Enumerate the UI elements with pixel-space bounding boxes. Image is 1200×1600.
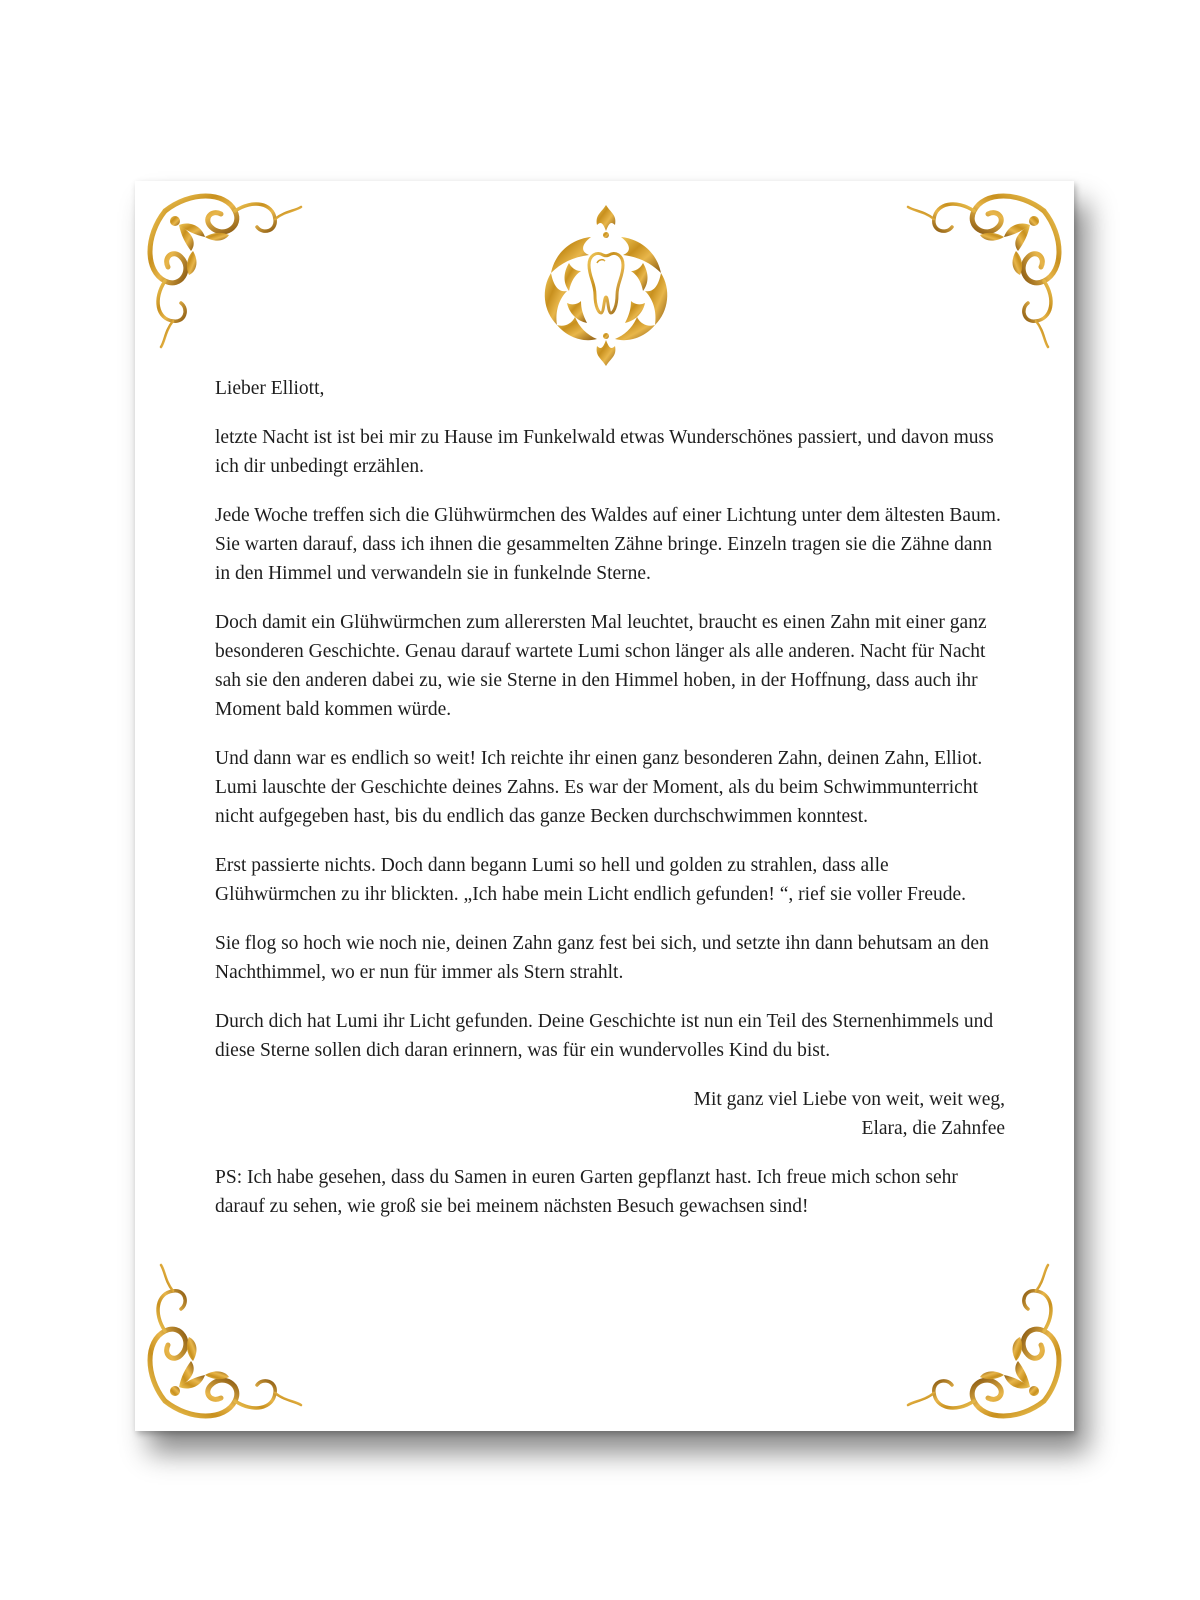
paragraph: Doch damit ein Glühwürmchen zum allerersten Mal leuchtet, braucht es einen Zahn mit einer ganz besonderen Geschichte. Genau darauf wartete Lumi schon länger als alle anderen. Nacht für Nacht sah sie den anderen dabei zu, wie sie Sterne in den Himmel hoben, in der Hoffnung, dass auch ihr Moment bald kommen würde. xyxy=(215,612,987,720)
greeting: Lieber Elliott, xyxy=(215,378,325,399)
postscript: PS: Ich habe gesehen, dass du Samen in euren Garten gepflanzt hast. Ich freue mich schon sehr darauf zu sehen, wie groß sie bei meinem nächsten Besuch gewachsen sind! xyxy=(215,1167,958,1217)
paragraph: letzte Nacht ist ist bei mir zu Hause im Funkelwald etwas Wunderschönes passiert, und davon muss ich dir unbedingt erzählen. xyxy=(215,427,994,477)
signature: Elara, die Zahnfee xyxy=(861,1118,1005,1139)
letter-sheet xyxy=(135,181,1074,1431)
tooth-icon xyxy=(589,253,623,313)
paragraph: Sie flog so hoch wie noch nie, deinen Zahn ganz fest bei sich, und setzte ihn dann behutsam an den Nachthimmel, wo er nun für immer als Stern strahlt. xyxy=(215,933,989,983)
paragraph: Erst passierte nichts. Doch dann begann Lumi so hell und golden zu strahlen, dass alle Glühwürmchen zu ihr blickten. „Ich habe mein Licht endlich gefunden! “, rief sie voller Freude. xyxy=(215,855,967,905)
paragraph: Und dann war es endlich so weit! Ich reichte ihr einen ganz besonderen Zahn, deinen Zahn, Elliot. Lumi lauschte der Geschichte deines Zahns. Es war der Moment, als du beim Schwimmunterricht nicht aufgegeben hast, bis du endlich das ganze Becken durchschwimmen konntest. xyxy=(215,748,983,827)
closing-line: Mit ganz viel Liebe von weit, weit weg, xyxy=(693,1089,1005,1110)
tooth-emblem xyxy=(531,203,681,368)
paragraph: Jede Woche treffen sich die Glühwürmchen des Waldes auf einer Lichtung unter dem ältesten Baum. Sie warten darauf, dass ich ihnen die gesammelten Zähne bringe. Einzeln tragen sie die Zähne dann in den Himmel und verwandeln sie in funkelnde Sterne. xyxy=(215,505,1001,584)
paragraph: Durch dich hat Lumi ihr Licht gefunden. Deine Geschichte ist nun ein Teil des Sternenhimmels und diese Sterne sollen dich daran erinnern, was für ein wundervolles Kind du bist. xyxy=(215,1011,994,1061)
signoff xyxy=(215,1085,1005,1143)
letter-body xyxy=(215,374,1005,1241)
